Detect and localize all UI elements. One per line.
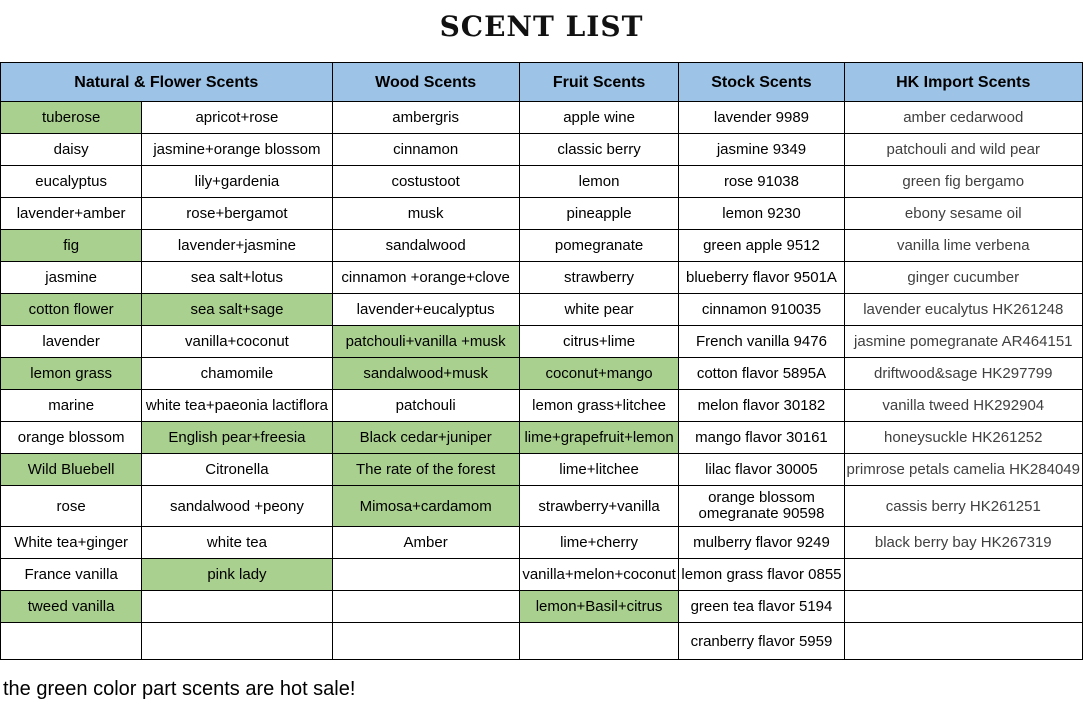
cell-hk-import[interactable]: patchouli and wild pear [844,134,1082,166]
cell-fruit[interactable]: white pear [519,294,679,326]
cell-natural-a[interactable]: White tea+ginger [1,527,142,559]
table-row [1,102,1083,134]
hot-sale-note: the green color part scents are hot sale! [3,678,356,700]
cell-wood[interactable]: costustoot [332,166,519,198]
cell-stock[interactable]: French vanilla 9476 [679,326,844,358]
cell-natural-b[interactable]: pink lady [142,559,332,591]
cell-hk-import[interactable]: ebony sesame oil [844,198,1082,230]
cell-natural-a[interactable]: fig [1,230,142,262]
cell-hk-import[interactable]: ginger cucumber [844,262,1082,294]
cell-stock[interactable]: cinnamon 910035 [679,294,844,326]
cell-stock[interactable]: green tea flavor 5194 [679,591,844,623]
cell-fruit[interactable]: classic berry [519,134,679,166]
cell-natural-a[interactable]: jasmine [1,262,142,294]
cell-natural-b[interactable]: lavender+jasmine [142,230,332,262]
cell-hk-import[interactable]: driftwood&sage HK297799 [844,358,1082,390]
cell-stock[interactable]: lavender 9989 [679,102,844,134]
table-row [1,454,1083,486]
table-row [1,591,1083,623]
cell-natural-b[interactable] [142,591,332,623]
cell-stock[interactable]: cotton flavor 5895A [679,358,844,390]
cell-natural-b[interactable]: lily+gardenia [142,166,332,198]
cell-wood[interactable] [332,559,519,591]
cell-hk-import[interactable]: honeysuckle HK261252 [844,422,1082,454]
table-row [1,166,1083,198]
cell-fruit[interactable]: vanilla+melon+coconut [519,559,679,591]
cell-natural-a[interactable]: cotton flower [1,294,142,326]
table-row [1,262,1083,294]
header-natural-flower[interactable]: Natural & Flower Scents [1,63,333,102]
header-fruit[interactable]: Fruit Scents [519,63,679,102]
cell-wood[interactable] [332,591,519,623]
cell-wood[interactable]: The rate of the forest [332,454,519,486]
cell-hk-import[interactable] [844,623,1082,660]
table-row [1,326,1083,358]
cell-fruit[interactable]: pomegranate [519,230,679,262]
cell-natural-b[interactable]: English pear+freesia [142,422,332,454]
cell-fruit[interactable]: pineapple [519,198,679,230]
cell-natural-b[interactable]: vanilla+coconut [142,326,332,358]
cell-fruit[interactable]: apple wine [519,102,679,134]
cell-hk-import[interactable]: primrose petals camelia HK284049 [844,454,1082,486]
header-row [1,63,1083,102]
table-row [1,559,1083,591]
cell-stock[interactable]: lemon 9230 [679,198,844,230]
cell-wood[interactable]: cinnamon +orange+clove [332,262,519,294]
cell-hk-import[interactable] [844,591,1082,623]
cell-natural-a[interactable]: orange blossom [1,422,142,454]
cell-fruit[interactable]: lemon grass+litchee [519,390,679,422]
table-row [1,527,1083,559]
cell-natural-b[interactable]: white tea+paeonia lactiflora [142,390,332,422]
cell-natural-b[interactable]: sandalwood +peony [142,486,332,527]
table-row [1,198,1083,230]
cell-fruit[interactable] [519,623,679,660]
cell-wood[interactable]: cinnamon [332,134,519,166]
cell-fruit[interactable]: citrus+lime [519,326,679,358]
cell-wood[interactable]: patchouli [332,390,519,422]
cell-stock[interactable]: orange blossom omegranate 90598 [679,486,844,527]
table-row [1,230,1083,262]
cell-hk-import[interactable]: vanilla tweed HK292904 [844,390,1082,422]
cell-wood[interactable]: Black cedar+juniper [332,422,519,454]
cell-natural-a[interactable] [1,623,142,660]
cell-natural-b[interactable]: white tea [142,527,332,559]
cell-natural-a[interactable]: Wild Bluebell [1,454,142,486]
cell-natural-a[interactable]: lavender [1,326,142,358]
header-hk-import[interactable]: HK Import Scents [844,63,1082,102]
cell-wood[interactable]: sandalwood [332,230,519,262]
cell-wood[interactable]: musk [332,198,519,230]
cell-natural-a[interactable]: marine [1,390,142,422]
cell-natural-b[interactable]: chamomile [142,358,332,390]
cell-hk-import[interactable]: cassis berry HK261251 [844,486,1082,527]
cell-natural-b[interactable]: sea salt+sage [142,294,332,326]
cell-stock[interactable]: mango flavor 30161 [679,422,844,454]
cell-natural-a[interactable]: eucalyptus [1,166,142,198]
cell-hk-import[interactable]: amber cedarwood [844,102,1082,134]
cell-fruit[interactable]: lime+grapefruit+lemon [519,422,679,454]
cell-fruit[interactable]: lemon [519,166,679,198]
cell-wood[interactable]: sandalwood+musk [332,358,519,390]
cell-wood[interactable]: lavender+eucalyptus [332,294,519,326]
cell-stock[interactable]: lilac flavor 30005 [679,454,844,486]
scent-table [0,62,1083,660]
cell-natural-a[interactable]: tweed vanilla [1,591,142,623]
table-row [1,134,1083,166]
cell-stock[interactable]: rose 91038 [679,166,844,198]
cell-fruit[interactable]: lemon+Basil+citrus [519,591,679,623]
cell-fruit[interactable]: lime+cherry [519,527,679,559]
table-row [1,358,1083,390]
cell-hk-import[interactable]: vanilla lime verbena [844,230,1082,262]
cell-stock[interactable]: green apple 9512 [679,230,844,262]
cell-stock[interactable]: melon flavor 30182 [679,390,844,422]
cell-hk-import[interactable]: green fig bergamo [844,166,1082,198]
cell-natural-a[interactable]: tuberose [1,102,142,134]
cell-natural-a[interactable]: lavender+amber [1,198,142,230]
cell-hk-import[interactable]: black berry bay HK267319 [844,527,1082,559]
cell-natural-a[interactable]: rose [1,486,142,527]
cell-stock[interactable]: blueberry flavor 9501A [679,262,844,294]
cell-wood[interactable] [332,623,519,660]
cell-fruit[interactable]: lime+litchee [519,454,679,486]
cell-natural-b[interactable]: rose+bergamot [142,198,332,230]
page-title: SCENT LIST [439,10,644,43]
cell-natural-b[interactable]: jasmine+orange blossom [142,134,332,166]
cell-natural-b[interactable] [142,623,332,660]
cell-stock[interactable]: jasmine 9349 [679,134,844,166]
cell-natural-b[interactable]: Citronella [142,454,332,486]
cell-natural-a[interactable]: France vanilla [1,559,142,591]
cell-wood[interactable]: ambergris [332,102,519,134]
header-wood[interactable]: Wood Scents [332,63,519,102]
table-row [1,294,1083,326]
cell-stock[interactable]: mulberry flavor 9249 [679,527,844,559]
cell-fruit[interactable]: strawberry [519,262,679,294]
table-row [1,486,1083,527]
cell-natural-a[interactable]: daisy [1,134,142,166]
table-row [1,390,1083,422]
cell-fruit[interactable]: strawberry+vanilla [519,486,679,527]
cell-hk-import[interactable]: lavender eucalytus HK261248 [844,294,1082,326]
table-row [1,623,1083,660]
cell-stock[interactable]: cranberry flavor 5959 [679,623,844,660]
cell-fruit[interactable]: coconut+mango [519,358,679,390]
cell-wood[interactable]: patchouli+vanilla +musk [332,326,519,358]
header-stock[interactable]: Stock Scents [679,63,844,102]
cell-hk-import[interactable] [844,559,1082,591]
cell-wood[interactable]: Mimosa+cardamom [332,486,519,527]
table-row [1,422,1083,454]
cell-hk-import[interactable]: jasmine pomegranate AR464151 [844,326,1082,358]
cell-stock[interactable]: lemon grass flavor 0855 [679,559,844,591]
cell-wood[interactable]: Amber [332,527,519,559]
cell-natural-b[interactable]: sea salt+lotus [142,262,332,294]
cell-natural-a[interactable]: lemon grass [1,358,142,390]
cell-natural-b[interactable]: apricot+rose [142,102,332,134]
